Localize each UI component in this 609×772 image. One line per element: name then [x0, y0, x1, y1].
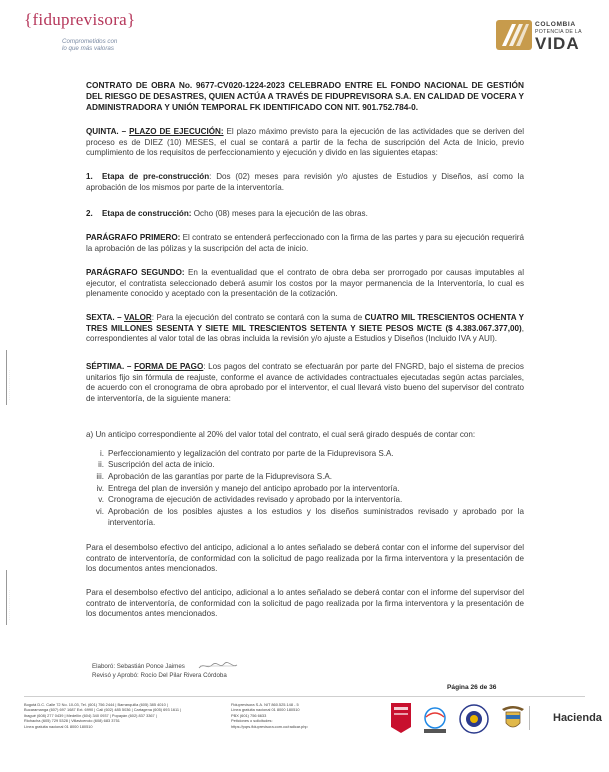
seal-certification-icon	[459, 704, 489, 734]
efr-certification-icon	[420, 705, 450, 735]
footer-contact-line: Peticiones o solicitudes:	[231, 718, 273, 724]
etapa-number: 2.	[86, 209, 93, 218]
sexta-amount: CUATRO MIL TRESCIENTOS OCHENTA Y TRES MILLONES SESENTA Y SIETE MIL TRESCIENTOS SETENTA Y SIETE PESOS M/CTE ($ 4.383.067.377,00)	[86, 313, 524, 333]
requisito-number: ii.	[98, 460, 104, 469]
etapa-text: : Dos (02) meses para revisión y/o ajustes de Estudios y Diseños, así como la aprobación de los mismos por parte de la interventoría.	[86, 172, 525, 192]
footer-office-line: Línea gratuita nacional 01 8000 180510	[24, 723, 93, 729]
etapa-1	[86, 172, 524, 193]
footer-contact	[231, 702, 371, 729]
handwritten-signature-icon	[198, 661, 238, 671]
requisito-text: Entrega del plan de inversión y manejo del anticipo aprobado por la interventoría.	[108, 484, 400, 493]
sexta-text-1: : Para la ejecución del contrato se contará con la suma de	[151, 313, 365, 322]
requisito-number: vi.	[95, 507, 104, 516]
footer-divider	[24, 696, 585, 697]
requisito-text: Aprobación de los posibles ajustes a los estudios y los diseños suministrados revisado y aprobado por la interventoría.	[108, 507, 524, 527]
fiduprevisora-logo: {fiduprevisora}	[24, 10, 136, 29]
footer-office-line: Bucaramanga (607) 697 1687 Ext. 6990 | Cali (602) 485 5036 | Cartagena (605) 693 1611 |	[24, 707, 182, 713]
septima-text: : Los pagos del contrato se efectuarán por parte del FNGRD, bajo el sistema de precios unitarios fijo sin fórmula de reajuste, conforme el avance de actividades contractuales ejecutadas según actas parciales, de acuerdo con el cronograma de obra aprobado por el interventor, el cual llevará visto bueno del supervisor del contrato de interventoría, de la siguiente manera:	[86, 362, 524, 403]
side-stamp-1: · · · · · · · · · · · · · · · ·	[8, 369, 12, 400]
side-mark-2	[6, 570, 12, 625]
paragrafo-segundo-label: PARÁGRAFO SEGUNDO:	[86, 268, 185, 277]
footer-contact-line: https://pqrs.fiduprevisora.com.co/radicar.php	[231, 723, 308, 729]
paragrafo-segundo	[86, 268, 524, 300]
requisito-text: Perfeccionamiento y legalización del contrato por parte de la Fiduprevisora S.A.	[108, 449, 394, 458]
etapa-label: Etapa de construcción:	[102, 209, 192, 218]
great-place-to-work-badge-icon	[391, 703, 411, 733]
etapa-2	[86, 209, 524, 220]
footer-contact-line: Fiduprevisora S.A. NIT 860.525.148 - 5	[231, 702, 299, 707]
paragrafo-primero-text: El contrato se entenderá perfeccionado con la firma de las partes y para su ejecución requerirá la aprobación de las pólizas y la suscripción del acta de inicio.	[86, 233, 524, 253]
clause-sexta	[86, 313, 524, 345]
etapa-label: Etapa de pre-construcción	[102, 172, 210, 181]
side-mark-1	[6, 350, 12, 405]
side-stamp-2: · · · · · · · · · · · · · · · ·	[8, 589, 12, 620]
colombia-stripes-icon	[496, 20, 532, 50]
elaboro-line: Elaboró: Sebastián Ponce Jaimes	[92, 663, 185, 670]
colombia-coat-of-arms-icon	[500, 703, 526, 733]
requisito-number: iii.	[96, 472, 104, 481]
requisito-number: iv.	[96, 484, 104, 493]
colombia-brand	[535, 21, 582, 52]
clause-quinta	[86, 127, 524, 159]
tagline-line-1: Comprometidos con	[62, 38, 118, 45]
quinta-body: El plazo máximo previsto para la ejecución de las actividades que se deriven del proceso es de DIEZ (10) MESES, el cual se contará a partir de la fecha de suscripción del Acta de Inicio, previo cumplimiento de los requisitos de perfeccionamiento y ejecución y divido en las siguientes etapas:	[86, 127, 525, 158]
reviso-line: Revisó y Aprobó: Rocío Del Pilar Rivera Córdoba	[92, 672, 227, 679]
fiduprevisora-tagline	[62, 38, 117, 52]
etapa-number: 1.	[86, 172, 93, 181]
requisito-text: Cronograma de ejecución de actividades revisado y aprobado por la interventoría.	[108, 495, 403, 504]
septima-subheading: FORMA DE PAGO	[134, 362, 204, 371]
desembolso-paragraph-2: Para el desembolso efectivo del anticipo, adicional a lo antes señalado se deberá contar con el informe del supervisor del contrato de interventoría, de conformidad con la solicitud de pago realizada por la firma interventora y la presentación de los documentos antes mencionados.	[86, 588, 524, 619]
footer-contact-line: Línea gratuita nacional 01 8000 180510	[231, 707, 300, 713]
clause-septima	[86, 362, 524, 404]
paragrafo-primero-label: PARÁGRAFO PRIMERO:	[86, 233, 181, 242]
quinta-subheading: PLAZO DE EJECUCIÓN:	[129, 127, 224, 136]
footer-office-line: Riohacha (605) 729 5328 | Villavicencio (608) 683 3751	[24, 718, 120, 724]
paragrafo-primero	[86, 233, 524, 254]
requisito-number: i.	[99, 449, 104, 458]
footer-separator	[529, 706, 530, 730]
sexta-subheading: VALOR	[124, 313, 152, 322]
anticipo-line: a) Un anticipo correspondiente al 20% del valor total del contrato, el cual será girado después de contar con:	[86, 430, 476, 439]
potencia-label: POTENCIA DE LA	[535, 29, 582, 35]
footer-offices	[24, 702, 219, 729]
desembolso-paragraph-1: Para el desembolso efectivo del anticipo, adicional a lo antes señalado se deberá contar con el informe del supervisor del contrato de interventoría, de conformidad con la solicitud de pago realizada por la firma interventora y la presentación de los documentos antes mencionados.	[86, 543, 524, 574]
requisito-text: Aprobación de las garantías por parte de la Fiduprevisora S.A.	[108, 472, 333, 481]
sexta-heading: SEXTA. –	[86, 313, 125, 322]
quinta-heading: QUINTA. –	[86, 127, 130, 136]
tagline-line-2: lo que más valoras	[62, 45, 114, 53]
page-number: Página 26 de 36	[447, 684, 497, 691]
septima-heading: SÉPTIMA. –	[86, 362, 135, 371]
footer-office-line: Bogotá D.C. Calle 72 No. 10-03, Tel. (601) 756 2444 | Barranquilla (605) 385 4010 |	[24, 702, 168, 707]
sexta-text-2: , correspondientes al valor total de las obras incluida la revisión y/o ajuste a Estudios y Diseños (Incluido IVA y AUI).	[86, 323, 524, 344]
vida-label: VIDA	[535, 34, 580, 53]
footer-office-line: Ibagué (608) 277 0439 | Medellín (604) 340 0937 | Popayán (602) 837 3367 |	[24, 712, 157, 718]
colombia-label: COLOMBIA	[535, 21, 576, 28]
hacienda-label: Hacienda	[553, 712, 602, 724]
etapa-text: Ocho (08) meses para la ejecución de las obras.	[191, 209, 368, 218]
footer-contact-line: PBX (601) 756 6633	[231, 712, 267, 718]
paragrafo-segundo-text: En la eventualidad que el contrato de obra deba ser prorrogado por causas imputables al ejecutor, el contratista seleccionado deberá asumir los costos por la mayor permanencia de la Interventoría, lo cual es plenamente conocido y aceptado con la presentación de la cotización.	[86, 268, 524, 299]
requisito-text: Suscripción del acta de inicio.	[108, 460, 215, 469]
requisito-number: v.	[98, 495, 104, 504]
contract-title: CONTRATO DE OBRA No. 9677-CV020-1224-2023 CELEBRADO ENTRE EL FONDO NACIONAL DE GESTIÓN DEL RIESGO DE DESASTRES, QUIEN ACTÚA A TRAVÉS DE FIDUPREVISORA S.A. EN CALIDAD DE VOCERA Y ADMINISTRADORA Y UNIÓN TEMPORAL FK IDENTIFICADO CON NIT. 901.752.784-0.	[86, 80, 524, 112]
